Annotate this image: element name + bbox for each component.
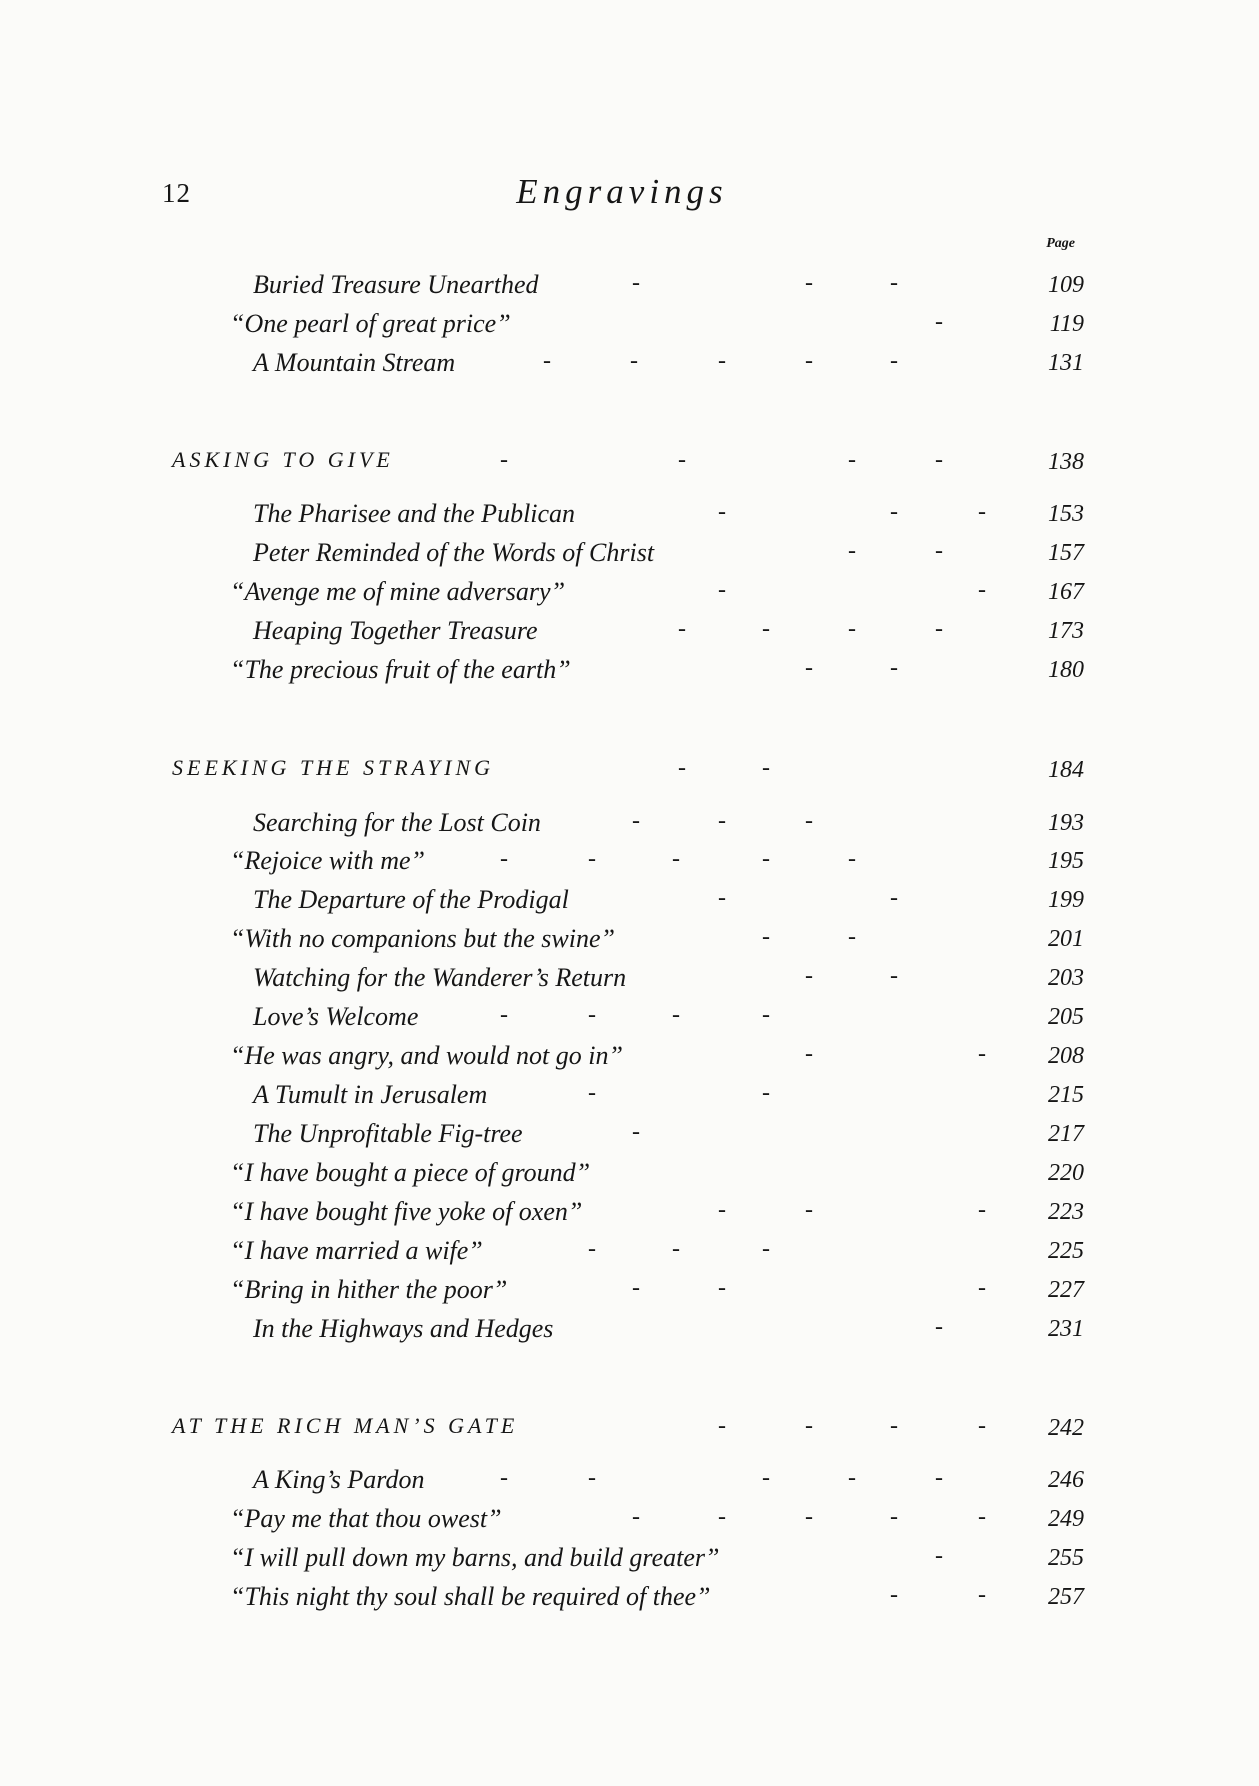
- leader-dash: -: [543, 348, 551, 374]
- leader-dash: -: [890, 963, 898, 989]
- leader-dash: -: [848, 447, 856, 473]
- leader-dash: -: [762, 1465, 770, 1491]
- entry-title: “I have bought five yoke of oxen”: [230, 1197, 583, 1226]
- engraving-entry: [0, 963, 1259, 999]
- entry-page-number: 242: [1048, 1415, 1084, 1441]
- leader-dash: -: [978, 1041, 986, 1067]
- entry-page-number: 249: [1048, 1506, 1084, 1532]
- leader-dash: -: [805, 348, 813, 374]
- leader-dash: -: [672, 1002, 680, 1028]
- engraving-entry: [0, 1197, 1259, 1233]
- entry-page-number: 138: [1048, 449, 1084, 475]
- entry-page-number: 131: [1048, 350, 1084, 376]
- entry-title: Heaping Together Treasure: [253, 616, 538, 645]
- entry-page-number: 184: [1048, 757, 1084, 783]
- entry-title: Love’s Welcome: [253, 1002, 419, 1031]
- leader-dash: -: [805, 1197, 813, 1223]
- entry-page-number: 257: [1048, 1584, 1084, 1610]
- entry-title: “With no companions but the swine”: [230, 924, 615, 953]
- entry-title: “Rejoice with me”: [230, 846, 425, 875]
- entry-page-number: 225: [1048, 1238, 1084, 1264]
- leader-dash: -: [500, 846, 508, 872]
- entry-title: The Unprofitable Fig-tree: [253, 1119, 523, 1148]
- leader-dash: -: [672, 1236, 680, 1262]
- engraving-entry: [0, 1275, 1259, 1311]
- entry-page-number: 246: [1048, 1467, 1084, 1493]
- entry-title: Peter Reminded of the Words of Christ: [253, 538, 655, 567]
- leader-dash: -: [805, 1041, 813, 1067]
- leader-dash: -: [718, 885, 726, 911]
- leader-dash: -: [718, 1275, 726, 1301]
- leader-dash: -: [718, 499, 726, 525]
- engraving-entry: [0, 1465, 1259, 1501]
- leader-dash: -: [762, 846, 770, 872]
- entry-title: “I have bought a piece of ground”: [230, 1158, 591, 1187]
- leader-dash: -: [588, 846, 596, 872]
- engraving-entry: [0, 808, 1259, 844]
- engraving-entry: [0, 655, 1259, 691]
- leader-dash: -: [500, 1465, 508, 1491]
- engraving-entry: [0, 309, 1259, 345]
- engraving-entry: [0, 1543, 1259, 1579]
- entry-title: The Pharisee and the Publican: [253, 499, 576, 528]
- entry-page-number: 109: [1048, 272, 1084, 298]
- leader-dash: -: [890, 1413, 898, 1439]
- entry-page-number: 217: [1048, 1121, 1084, 1147]
- leader-dash: -: [848, 1465, 856, 1491]
- entry-title: A King’s Pardon: [253, 1465, 425, 1494]
- leader-dash: -: [805, 1413, 813, 1439]
- leader-dash: -: [588, 1236, 596, 1262]
- leader-dash: -: [978, 1275, 986, 1301]
- page-number: 12: [162, 178, 191, 208]
- section-title: ASKING TO GIVE: [172, 447, 394, 472]
- entry-page-number: 203: [1048, 965, 1084, 991]
- leader-dash: -: [718, 1413, 726, 1439]
- entry-page-number: 231: [1048, 1316, 1084, 1342]
- leader-dash: -: [632, 1119, 640, 1145]
- leader-dash: -: [935, 1543, 943, 1569]
- section-heading-row: [0, 447, 1259, 483]
- engraving-entry: [0, 885, 1259, 921]
- leader-dash: -: [805, 1504, 813, 1530]
- engraving-entry: [0, 1314, 1259, 1350]
- entry-page-number: 173: [1048, 618, 1084, 644]
- entry-page-number: 180: [1048, 657, 1084, 683]
- leader-dash: -: [762, 616, 770, 642]
- entry-page-number: 215: [1048, 1082, 1084, 1108]
- entry-page-number: 223: [1048, 1199, 1084, 1225]
- leader-dash: -: [678, 616, 686, 642]
- leader-dash: -: [762, 1080, 770, 1106]
- leader-dash: -: [672, 846, 680, 872]
- leader-dash: -: [678, 447, 686, 473]
- leader-dash: -: [762, 1236, 770, 1262]
- page-column-label: Page: [1046, 236, 1075, 251]
- engraving-entry: [0, 1158, 1259, 1194]
- leader-dash: -: [632, 808, 640, 834]
- entry-title: “This night thy soul shall be required of thee”: [230, 1582, 711, 1611]
- leader-dash: -: [500, 1002, 508, 1028]
- leader-dash: -: [890, 655, 898, 681]
- leader-dash: -: [718, 577, 726, 603]
- leader-dash: -: [718, 348, 726, 374]
- entry-title: A Tumult in Jerusalem: [253, 1080, 488, 1109]
- entry-page-number: 201: [1048, 926, 1084, 952]
- section-title: SEEKING THE STRAYING: [172, 755, 495, 780]
- section-heading-row: [0, 755, 1259, 791]
- leader-dash: -: [890, 348, 898, 374]
- leader-dash: -: [935, 309, 943, 335]
- engraving-entry: [0, 499, 1259, 535]
- leader-dash: -: [762, 755, 770, 781]
- leader-dash: -: [935, 538, 943, 564]
- leader-dash: -: [718, 1197, 726, 1223]
- engraving-entry: [0, 1041, 1259, 1077]
- engraving-entry: [0, 1504, 1259, 1540]
- entry-page-number: 220: [1048, 1160, 1084, 1186]
- entry-page-number: 208: [1048, 1043, 1084, 1069]
- leader-dash: -: [978, 499, 986, 525]
- leader-dash: -: [848, 924, 856, 950]
- entry-title: Watching for the Wanderer’s Return: [253, 963, 627, 992]
- page-header: [162, 172, 1082, 222]
- leader-dash: -: [978, 1504, 986, 1530]
- entry-title: In the Highways and Hedges: [253, 1314, 554, 1343]
- engraving-entry: [0, 538, 1259, 574]
- leader-dash: -: [805, 270, 813, 296]
- entry-page-number: 157: [1048, 540, 1084, 566]
- leader-dash: -: [630, 348, 638, 374]
- leader-dash: -: [890, 270, 898, 296]
- entry-title: “I will pull down my barns, and build greater”: [230, 1543, 720, 1572]
- engraving-entry: [0, 616, 1259, 652]
- entry-title: “I have married a wife”: [230, 1236, 483, 1265]
- entry-page-number: 227: [1048, 1277, 1084, 1303]
- entry-title: A Mountain Stream: [253, 348, 456, 377]
- entry-page-number: 255: [1048, 1545, 1084, 1571]
- leader-dash: -: [848, 846, 856, 872]
- leader-dash: -: [632, 1275, 640, 1301]
- entry-page-number: 153: [1048, 501, 1084, 527]
- running-title: Engravings: [516, 172, 728, 211]
- leader-dash: -: [678, 755, 686, 781]
- engraving-entry: [0, 577, 1259, 613]
- entry-page-number: 167: [1048, 579, 1084, 605]
- leader-dash: -: [718, 1504, 726, 1530]
- leader-dash: -: [762, 1002, 770, 1028]
- engraving-entry: [0, 924, 1259, 960]
- leader-dash: -: [978, 1413, 986, 1439]
- leader-dash: -: [935, 1465, 943, 1491]
- leader-dash: -: [890, 1582, 898, 1608]
- section-title: AT THE RICH MAN’S GATE: [172, 1413, 519, 1438]
- entry-title: “Bring in hither the poor”: [230, 1275, 508, 1304]
- leader-dash: -: [632, 270, 640, 296]
- entry-title: “One pearl of great price”: [230, 309, 511, 338]
- leader-dash: -: [805, 963, 813, 989]
- entry-title: “Avenge me of mine adversary”: [230, 577, 566, 606]
- entry-page-number: 119: [1049, 311, 1084, 337]
- leader-dash: -: [890, 1504, 898, 1530]
- engraving-entry: [0, 1119, 1259, 1155]
- leader-dash: -: [848, 538, 856, 564]
- entry-page-number: 205: [1048, 1004, 1084, 1030]
- leader-dash: -: [935, 1314, 943, 1340]
- leader-dash: -: [890, 499, 898, 525]
- engraving-entry: [0, 1080, 1259, 1116]
- leader-dash: -: [588, 1080, 596, 1106]
- entry-page-number: 193: [1048, 810, 1084, 836]
- leader-dash: -: [978, 577, 986, 603]
- entry-title: “The precious fruit of the earth”: [230, 655, 571, 684]
- entry-page-number: 195: [1048, 848, 1084, 874]
- entry-title: Buried Treasure Unearthed: [253, 270, 539, 299]
- leader-dash: -: [978, 1582, 986, 1608]
- section-heading-row: [0, 1413, 1259, 1449]
- entry-page-number: 199: [1048, 887, 1084, 913]
- leader-dash: -: [588, 1002, 596, 1028]
- leader-dash: -: [805, 808, 813, 834]
- engraving-entry: [0, 1236, 1259, 1272]
- leader-dash: -: [935, 616, 943, 642]
- engraving-entry: [0, 1582, 1259, 1618]
- leader-dash: -: [890, 885, 898, 911]
- leader-dash: -: [978, 1197, 986, 1223]
- leader-dash: -: [935, 447, 943, 473]
- leader-dash: -: [718, 808, 726, 834]
- leader-dash: -: [632, 1504, 640, 1530]
- leader-dash: -: [848, 616, 856, 642]
- engraving-entry: [0, 1002, 1259, 1038]
- leader-dash: -: [500, 447, 508, 473]
- entry-title: Searching for the Lost Coin: [253, 808, 541, 837]
- engraving-entry: [0, 846, 1259, 882]
- entry-title: “He was angry, and would not go in”: [230, 1041, 623, 1070]
- entry-title: “Pay me that thou owest”: [230, 1504, 502, 1533]
- leader-dash: -: [588, 1465, 596, 1491]
- engraving-entry: [0, 348, 1259, 384]
- engraving-entry: [0, 270, 1259, 306]
- leader-dash: -: [762, 924, 770, 950]
- entry-title: The Departure of the Prodigal: [253, 885, 569, 914]
- leader-dash: -: [805, 655, 813, 681]
